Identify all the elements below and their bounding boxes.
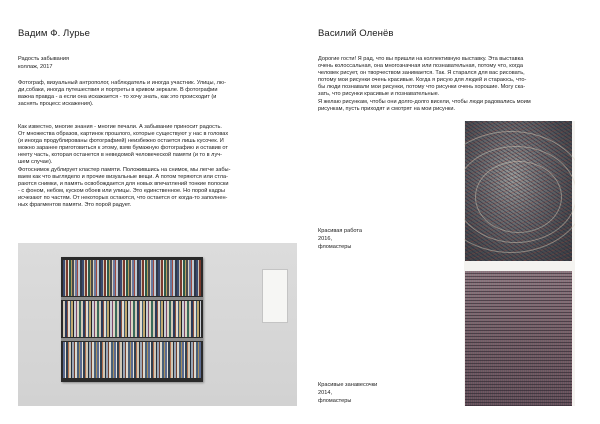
collage-strip-row [63,342,201,378]
work1-medium: фломастеры [318,244,352,250]
collage-photo [18,243,297,406]
work1-title: Красивая работа [318,228,363,234]
left-author-name: Вадим Ф. Лурье [18,28,91,39]
artworks-photo [464,121,575,406]
collage-shelf [61,297,203,300]
left-intro-text: Фотограф, визуальный антрополог, наблюдатель и иногда участник. Улицы, лю- ди,собаки, иногда путешествия и портреты в кривом зеркале. В фотографии важна правда - а если она искажается - то хочу знать, как это происходит (и заснять процесс искажения). [18,80,226,108]
collage-shelf [61,338,203,341]
collage-strip-row [63,301,201,337]
collage-strip-row [63,260,201,296]
left-body-text: Как известно, многие знания - многие печали. А забывание приносит радость. От множества образов, картинок прошлого, которые существуют у нас в головах (и иногда продублированы фотографией) неизбежно остается лишь кусочек. И можно заранее приготовиться к этому, взяв бумажную фотографию и оставив от неету часть, которая останется в неведомой человеческой памяти (и то в луч- шем случае). Фотоснимок дублирует кластер памяти. Положившись на снимок, мы легче забы- ваем как что выглядело и прочие визуальные вещи. А потом теряются или стла- раются снимки, и память освобождается для новых впечатлений тонкие полоски - с фоном, небом, куском обоев или улицы. Это единственное. Но порой кадры исчезают по частям. От некоторых остаются, что остается от когда-то заполнен- ных фрагментов памяти. Это порой радует. [18,124,231,209]
right-body-text: Дорогие гости! Я рад, что вы пришли на коллективную выставку. Эта выставка очень колоссальная, она многозначная или познавательная, потому что, когда человек рисует, он творчеством занимается. Так. Я старался для вас рисовать, потому мои рисунки очень красивые. Когда я рисую для людей и стараюсь, что- бы люди познавали мои рисунки, потому что рисунки очень хорошие. Могу ска- зать, что рисунки красивые и познавательные. Я желаю рисункам, чтобы они долго-долго висели, чтобы люди радовались моим рисункам, пусть приходят и смотрят на мои рисунки. [318,56,531,112]
artwork-beautiful-work [465,121,572,261]
work2-title: Красивые занавесочки [318,382,378,388]
collage-board [61,257,203,382]
left-work-title: Радость забывания [18,56,70,62]
artwork-curtains [465,271,572,406]
work2-medium: фломастеры [318,398,352,404]
work2-year: 2014, [318,390,332,396]
left-work-meta: коллаж, 2017 [18,64,53,70]
wall-poster [262,269,288,323]
right-author-name: Василий Оленёв [318,28,394,39]
work1-year: 2016, [318,236,332,242]
